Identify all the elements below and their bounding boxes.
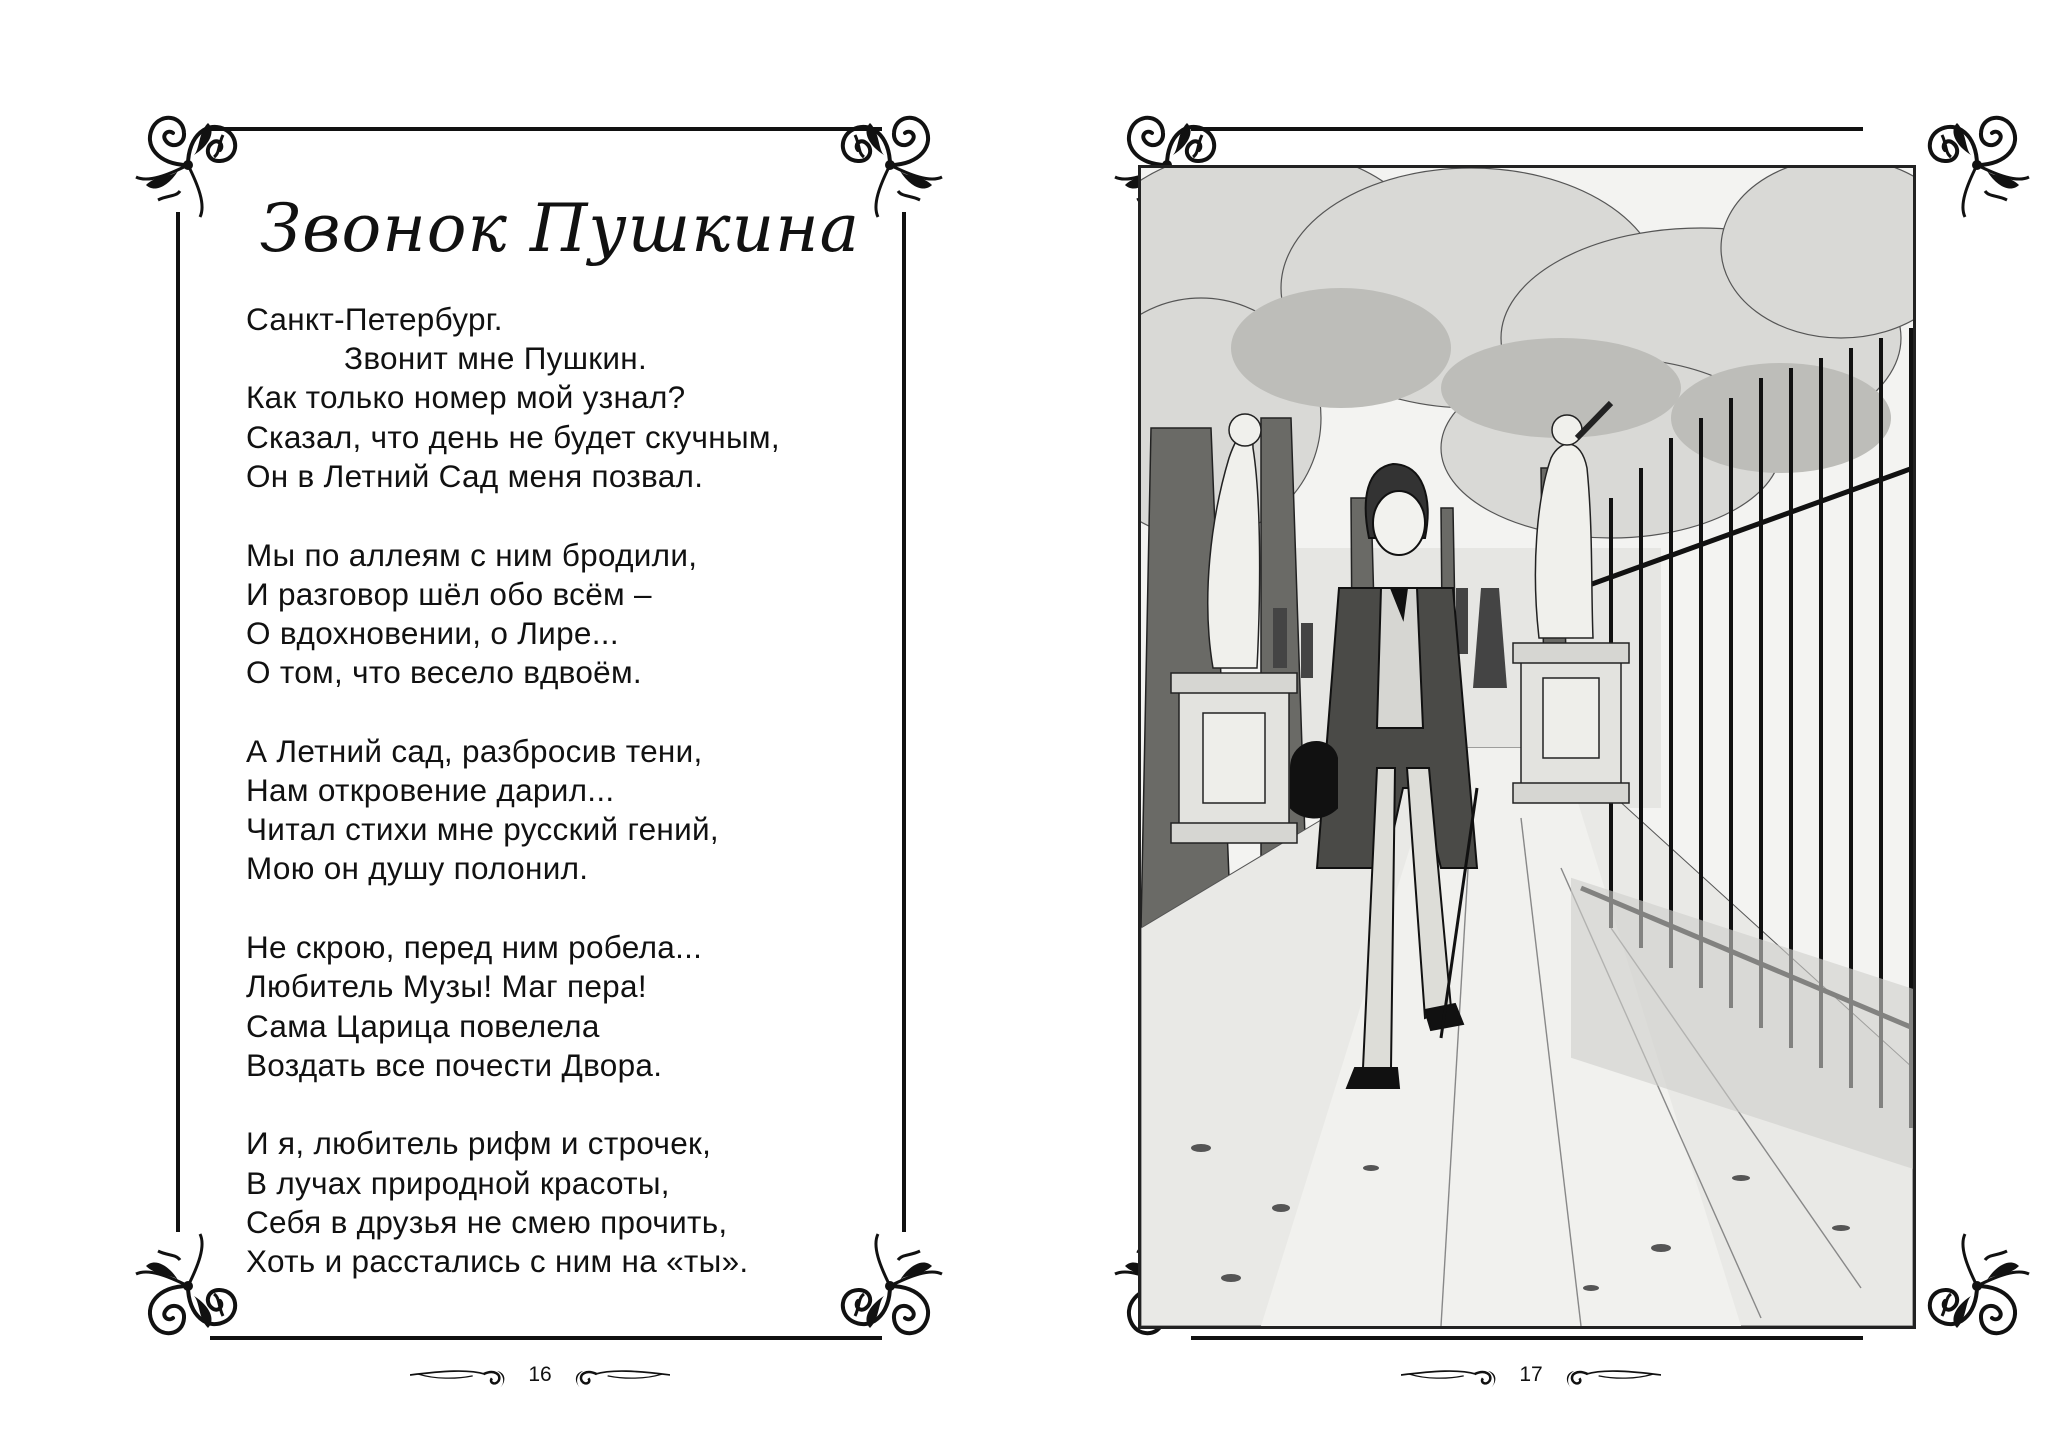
poem-line: И разговор шёл обо всём – — [246, 575, 652, 612]
poem-body — [246, 300, 906, 1281]
garden-illustration — [1138, 165, 1916, 1329]
frame-bottom-rule — [1191, 1336, 1863, 1340]
poem-line: Нам откровение дарил... — [246, 772, 615, 809]
poem-line: Мою он душу полонил. — [246, 850, 589, 887]
poem-line: Читал стихи мне русский гений, — [246, 811, 719, 848]
poem-line: Санкт-Петербург. — [246, 301, 503, 337]
poem-line: Он в Летний Сад меня позвал. — [246, 457, 704, 494]
swirl-flourish-icon — [570, 1360, 670, 1390]
poem-line: Хоть и расстались с ним на «ты». — [246, 1243, 749, 1280]
stanza — [246, 300, 906, 496]
poem-line: А Летний сад, разбросив тени, — [246, 732, 703, 769]
swirl-flourish-icon — [1401, 1360, 1501, 1390]
poem-line: Мы по аллеям с ним бродили, — [246, 536, 698, 573]
scroll-flourish-icon — [128, 105, 248, 225]
swirl-flourish-icon — [1561, 1360, 1661, 1390]
frame-bottom-rule — [210, 1336, 882, 1340]
poem-line: И я, любитель рифм и строчек, — [246, 1125, 712, 1162]
poem-line: Не скрою, перед ним робела... — [246, 929, 703, 966]
folio-right — [1401, 1360, 1661, 1390]
page-number: 17 — [1519, 1363, 1543, 1386]
poem-line: Воздать все почести Двора. — [246, 1046, 663, 1083]
poem-line: Любитель Музы! Маг пера! — [246, 968, 647, 1005]
folio-left — [410, 1360, 670, 1390]
poem-line: В лучах природной красоты, — [246, 1164, 670, 1201]
poem-line: Сказал, что день не будет скучным, — [246, 418, 780, 455]
frame-left-rule — [176, 212, 180, 1232]
frame-top-rule — [210, 127, 882, 131]
scroll-flourish-icon — [1917, 105, 2037, 225]
page-number: 16 — [528, 1363, 552, 1386]
swirl-flourish-icon — [410, 1360, 510, 1390]
pushkin-summer-garden-drawing — [1141, 168, 1913, 1326]
poem-line: Звонит мне Пушкин. — [344, 340, 648, 377]
stanza — [246, 536, 906, 693]
poem-line: О том, что весело вдвоём. — [246, 654, 642, 691]
poem-line: О вдохновении, о Лире... — [246, 614, 619, 651]
stanza — [246, 928, 906, 1085]
scroll-flourish-icon — [1917, 1226, 2037, 1346]
poem-line: Себя в друзья не смею прочить, — [246, 1203, 728, 1240]
stanza — [246, 732, 906, 889]
frame-top-rule — [1191, 127, 1863, 131]
stanza — [246, 1124, 906, 1281]
poem-line: Сама Царица повелела — [246, 1007, 600, 1044]
poem-line: Как только номер мой узнал? — [246, 379, 686, 416]
poem-title: Звонок Пушкина — [260, 190, 860, 267]
scroll-flourish-icon — [128, 1226, 248, 1346]
